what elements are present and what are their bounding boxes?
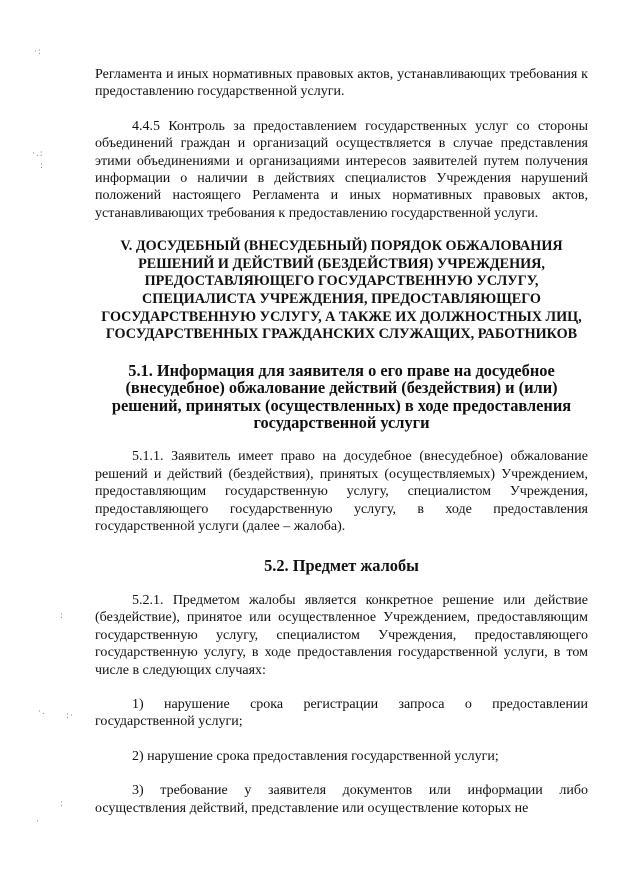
section-5-title: V. ДОСУДЕБНЫЙ (ВНЕСУДЕБНЫЙ) ПОРЯДОК ОБЖАЛОВАНИЯ РЕШЕНИЙ И ДЕЙСТВИЙ (БЕЗДЕЙСТВИЯ) УЧРЕЖДЕНИЯ, ПРЕДОСТАВЛЯЮЩЕГО ГОСУДАРСТВЕННУЮ УСЛУГУ, СПЕЦИАЛИСТА УЧРЕЖДЕНИЯ, ПРЕДОСТАВЛЯЮЩЕГО ГОСУДАРСТВЕННУЮ УСЛУГУ, А ТАКЖЕ ИХ ДОЛЖНОСТНЫХ ЛИЦ, ГОСУДАРСТВЕННЫХ ГРАЖДАНСКИХ СЛУЖАЩИХ, РАБОТНИКОВ [101,238,582,343]
paragraph-5-2-1: 5.2.1. Предметом жалобы является конкретное решение или действие (бездействие), принятое или осуществленное Учреждением, предоставляющим государственную услугу, специалистом Учреждения, предоставляющего государственную услугу, в ходе предоставления государственной услуги, в том числе в следующих случаях: [95,592,588,678]
scan-speck: : [60,799,65,809]
subsection-5-2-title: 5.2. Предмет жалобы [264,556,419,576]
paragraph-5-1-1: 5.1.1. Заявитель имеет право на досудебное (внесудебное) обжалование решений и действий (бездействия), принятых (осуществляемых) Учреждением, предоставляющим государственную услугу, специалистом Учреждения, предоставляющего государственную услугу, в ходе предоставления государственной услуги (далее – жалоба). [95,449,588,535]
scan-speck: ·.: [32,149,44,159]
paragraph-4-4-5: 4.4.5 Контроль за предоставлением государственных услуг со стороны объединений граждан и организаций осуществляется в случае представления этими объединениями и организациями интересов заявителей путем получения информации о наличии в действиях специалистов Учреждения нарушений положений настоящего Регламента и иных нормативных правовых актов, устанавливающих требования к предоставлению государственной услуги. [95,118,588,221]
scan-speck: : [40,161,45,171]
list-item-1: 1) нарушение срока регистрации запроса о предоставлении государственной услуги; [95,696,588,730]
scan-speck: ·: [34,47,42,57]
scan-speck: : [60,611,65,621]
scan-speck: · [36,817,40,827]
list-item-3: 3) требование у заявителя документов или информации либо осуществления действий, представление или осуществление которых не [95,783,588,816]
scan-speck: ·. [38,707,46,717]
paragraph-continuation: Регламента и иных нормативных правовых актов, устанавливающих требования к предоставлению государственной услуги. [95,67,588,100]
subsection-5-1-title: 5.1. Информация для заявителя о его праве на досудебное (внесудебное) обжалование действий (бездействия) и (или) решений, принятых (осуществленных) в ходе предоставления государственной услуги [111,360,572,433]
scan-speck: :· [66,711,74,721]
list-item-2: 2) нарушение срока предоставления государственной услуги; [132,748,499,764]
document-page [95,66,588,817]
